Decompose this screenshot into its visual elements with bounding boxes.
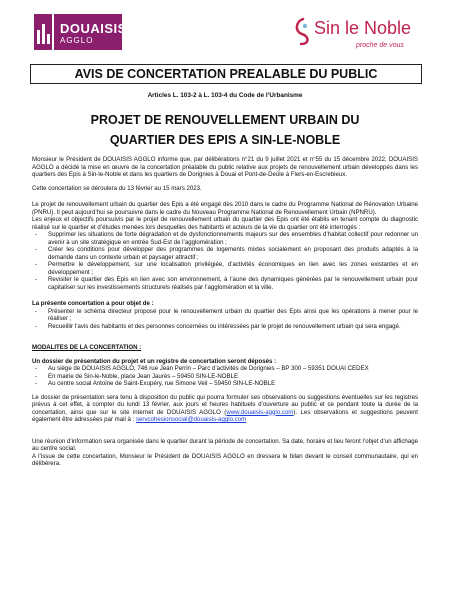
meeting-paragraph: Une réunion d’information sera organisée dans le quartier durant la période de concertation. Sa date, horaire et lieu feront l’objet d’un affichage au centre social. xyxy=(32,437,418,452)
email-link[interactable]: servcohesionsocial@douaisis-agglo.com xyxy=(136,416,247,423)
list-item: - En mairie de Sin-le-Noble, place Jean Jaurès – 59450 SIN-LE-NOBLE xyxy=(32,373,418,381)
intro-paragraph: Monsieur le Président de DOUAISIS AGGLO informe que, par délibérations n°21 du 9 juillet 2021 et n°55 du 15 décembre 2022, DOUAISIS AGGLO a décidé la mise en œuvre de la concertation préalable du public relative aux projets de renouvellement urbain développés dans les quartiers des Epis à Sin-le-Noble et dans les quartiers de Dorignies à Douai et Pont-de-Deûle à Flers-en-Escrebieux. xyxy=(32,156,418,178)
notice-title: AVIS DE CONCERTATION PREALABLE DU PUBLIC xyxy=(30,64,422,84)
list-item: - Revisiter le quartier des Epis en lien avec son environnement, à l’aune des dynamiques générées par le renouvellement urbain pour capitaliser sur les investissements structurels réalisés par l’agglomération et la ville. xyxy=(32,276,418,291)
modalities-heading: MODALITES DE LA CONCERTATION : xyxy=(32,344,142,351)
availability-paragraph: Le dossier de présentation sera tenu à disposition du public qui pourra formuler ses observations ou suggestions éventuelles sur les registres prévus à cet effet, à compter du lundi 13 février, aux jours et heures habituels d’ouverture au public et ce pendant toute la durée de la concertation, ainsi que sur le site internet de DOUAISIS AGGLO (www.douaisis-agglo.com). Les observations et suggestions peuvent également être adressées par mail à : servcohesionsocial@douaisis-agglo.com xyxy=(32,393,418,423)
locations-list xyxy=(32,365,418,388)
dates-paragraph: Cette concertation se déroulera du 13 février au 15 mars 2023. xyxy=(32,184,202,192)
list-item: - Créer les conditions pour développer des programmes de logements mixtes socialement en proposant des produits adaptés à la demande dans un contexte urbain et paysager attractif ; xyxy=(32,246,418,261)
list-item: - Recueillir l’avis des habitants et des personnes concernées ou intéressées par le projet de renouvellement urbain qui sera engagé. xyxy=(32,323,418,331)
sin-le-noble-logo xyxy=(292,12,416,56)
closing-paragraph: A l’issue de cette concertation, Monsieur le Président de DOUAISIS AGGLO en dressera le bilan devant le conseil communautaire, qui en délibérera. xyxy=(32,452,418,467)
dossier-intro: Un dossier de présentation du projet et un registre de concertation seront déposés : xyxy=(32,357,277,365)
douaisis-agglo-logo xyxy=(34,14,127,50)
objectives-intro: Les enjeux et objectifs poursuivis par le projet de renouvellement urbain du quartier des Epis ont été établis en tenant compte du diagnostic réalisé sur le quartier et d’études menées lors desquelles des habitants et acteurs de la vie du quartier ont été interrogés : xyxy=(32,216,418,231)
notice-body xyxy=(32,156,418,468)
list-item: - Permettre le développement, sur une localisation privilégiée, d’activités économiques en lien avec les zones existantes et en développement ; xyxy=(32,261,418,276)
list-item: - Supprimer les situations de forte dégradation et de dysfonctionnements majeurs sur des ensembles d’habitat collectif pour redonner un avenir à un site stratégique en entrée Sud-Est de l’agglomération ; xyxy=(32,231,418,246)
sin-le-noble-logo-name: Sin le Noble xyxy=(314,18,412,38)
objectives-list xyxy=(32,231,418,291)
swirl-icon xyxy=(292,16,314,46)
sin-le-noble-tagline: proche de vous xyxy=(356,42,404,49)
website-link[interactable]: www.douaisis-agglo.com xyxy=(226,408,294,416)
project-title xyxy=(0,110,450,150)
project-title-line-2: QUARTIER DES EPIS A SIN-LE-NOBLE xyxy=(109,133,341,147)
douaisis-logo-name: DOUAISIS xyxy=(60,21,127,36)
list-item: - Au centre social Antoine de Saint-Exupéry, rue Simone Veil – 59450 SIN-LE-NOBLE xyxy=(32,380,418,388)
douaisis-logo-mark xyxy=(34,14,52,50)
legal-reference: Articles L. 103-2 à L. 103-4 du Code de l’Urbanisme xyxy=(147,92,303,99)
douaisis-logo-sub: AGGLO xyxy=(60,36,94,45)
purpose-intro: La présente concertation a pour objet de : xyxy=(32,300,154,307)
context-paragraph: Le projet de renouvellement urbain du quartier des Epis a été engagé dès 2010 dans le cadre du Programme National de Rénovation Urbaine (PNRU). Il peut aujourd’hui se poursuivre dans le cadre du Nouveau Programme National de Renouvellement Urbain (NPNRU). xyxy=(32,201,418,216)
list-item: - Présenter le schéma directeur proposé pour le renouvellement urbain du quartier des Epis ainsi que les opérations à mener pour le réaliser ; xyxy=(32,308,418,323)
list-item: - Au siège de DOUAISIS AGGLO, 746 rue Jean Perrin – Parc d’activités de Dorignies – BP 300 – 59351 DOUAI CEDEX xyxy=(32,365,418,373)
project-title-line-1: PROJET DE RENOUVELLEMENT URBAIN DU xyxy=(90,113,360,127)
purposes-list xyxy=(32,308,418,331)
